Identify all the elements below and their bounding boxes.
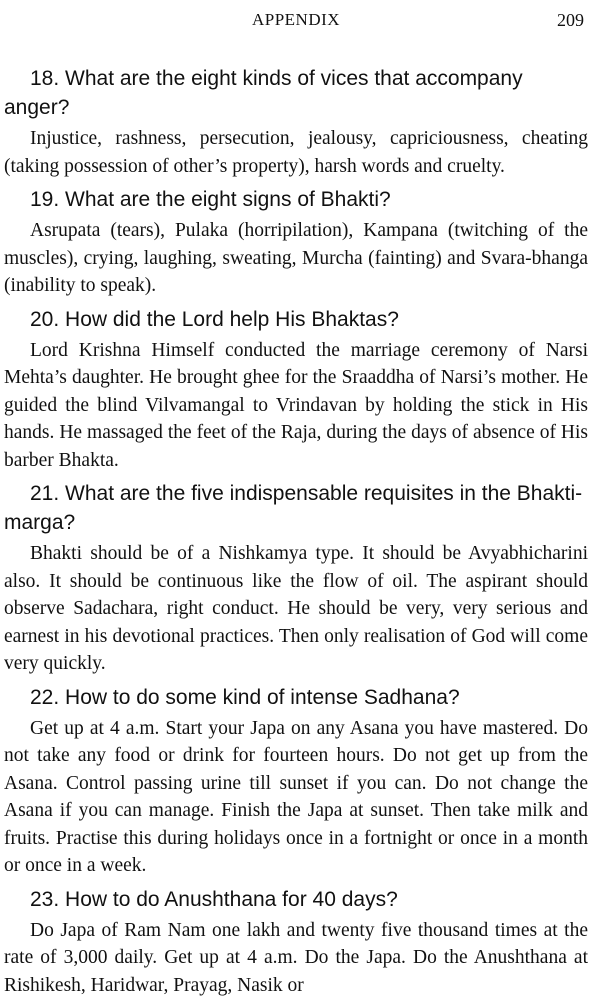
question-heading: 23. How to do Anushthana for 40 days?: [30, 887, 398, 911]
qa-item-18: [4, 64, 588, 180]
answer-paragraph: Asrupata (tears), Pulaka (horripilation), Kampana (twitching of the muscles), crying, laughing, sweating, Murcha (fainting) and Svara-bhanga (inability to speak).: [4, 220, 588, 296]
qa-item-19: [4, 185, 588, 300]
answer-paragraph: Get up at 4 a.m. Start your Japa on any Asana you have mastered. Do not take any food or drink for fourteen hours. Do not get up from the Asana. Control passing urine till sunset if you can. Do not change the Asana if you can manage. Finish the Japa at sunset. Then take milk and fruits. Practise this during holidays once in a fortnight or once in a month or once in a week.: [4, 717, 588, 876]
question-heading: 22. How to do some kind of intense Sadhana?: [30, 685, 460, 709]
running-title: APPENDIX: [251, 10, 341, 29]
question-heading: 19. What are the eight signs of Bhakti?: [30, 188, 391, 211]
answer-paragraph: Injustice, rashness, persecution, jealousy, capriciousness, cheating (taking possession of other’s property), harsh words and cruelty.: [4, 128, 588, 177]
qa-item-20: [4, 305, 588, 475]
qa-item-22: [4, 683, 588, 880]
page-number: 209: [557, 10, 584, 30]
running-head: [4, 6, 588, 32]
answer-paragraph: Lord Krishna Himself conducted the marriage ceremony of Narsi Mehta’s daughter. He brought ghee for the Sraaddha of Narsi’s mother. He guided the blind Vilvamangal to Vrindavan by holding the stick in His hands. He massaged the feet of the Raja, during the days of absence of His barber Bhakta.: [4, 339, 588, 471]
answer-paragraph: Bhakti should be of a Nishkamya type. It should be Avyabhicharini also. It should be continuous like the flow of oil. The aspirant should observe Sadachara, right conduct. He should be very, very serious and earnest in his devotional practices. Then only realisation of God will come very quickly.: [4, 543, 588, 674]
answer-paragraph: Do Japa of Ram Nam one lakh and twenty five thousand times at the rate of 3,000 daily. Get up at 4 a.m. Do the Japa. Do the Anushthana at Rishikesh, Haridwar, Prayag, Nasik or: [4, 919, 588, 996]
qa-item-23: [4, 885, 588, 998]
question-heading: 20. How did the Lord help His Bhaktas?: [30, 307, 399, 331]
question-heading: 18. What are the eight kinds of vices that accompany anger?: [4, 67, 523, 119]
question-heading: 21. What are the five indispensable requisites in the Bhakti-marga?: [4, 482, 583, 534]
qa-item-21: [4, 479, 588, 678]
